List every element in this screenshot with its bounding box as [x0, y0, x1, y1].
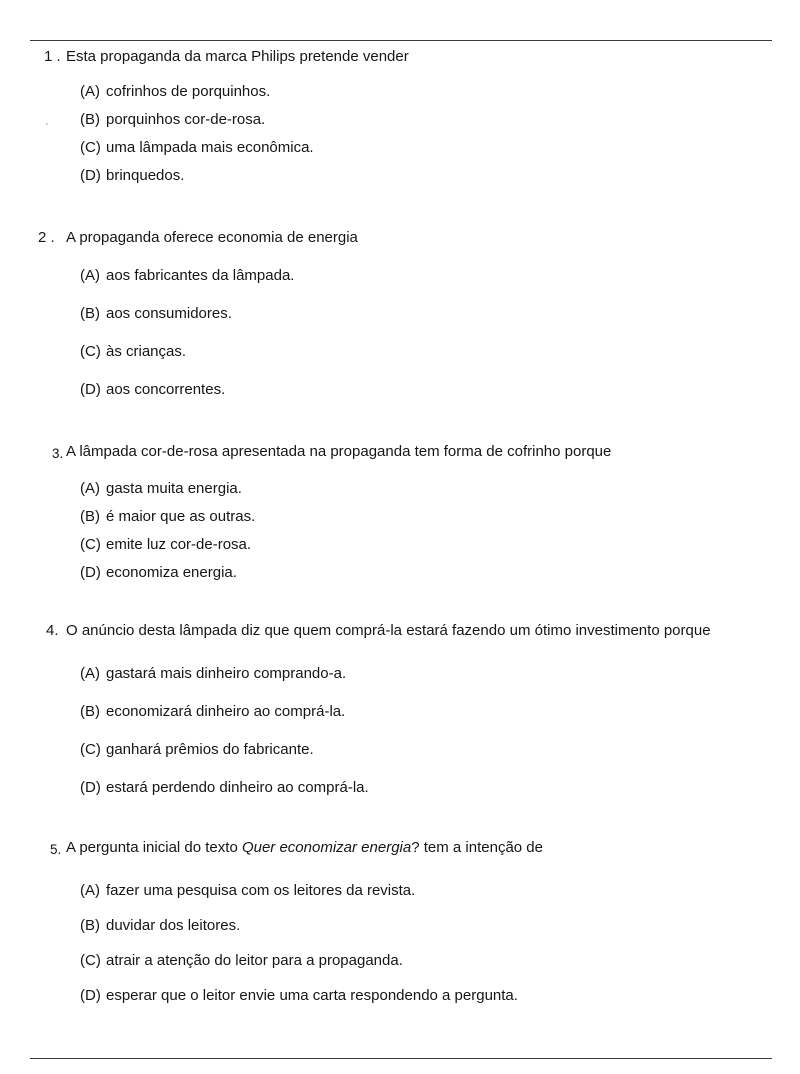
option-letter: (B)	[80, 111, 100, 128]
option-text: esperar que o leitor envie uma carta respondendo a pergunta.	[106, 987, 518, 1004]
question-text-before: A pergunta inicial do texto	[66, 839, 242, 856]
quiz-content	[38, 48, 772, 1005]
option-letter: (A)	[80, 665, 100, 682]
option-row	[80, 83, 772, 101]
option-letter: (C)	[80, 952, 101, 969]
question-1	[38, 48, 772, 185]
bottom-rule	[30, 1058, 772, 1059]
option-text: economiza energia.	[106, 564, 237, 581]
option-row	[80, 703, 772, 721]
option-text: aos concorrentes.	[106, 381, 226, 398]
question-number: 2 .	[38, 229, 55, 246]
option-letter: (C)	[80, 343, 101, 360]
option-text: duvidar dos leitores.	[106, 917, 241, 934]
option-row	[80, 139, 772, 157]
top-rule	[30, 40, 772, 41]
question-3	[38, 443, 772, 582]
option-letter: (A)	[80, 882, 100, 899]
option-text: é maior que as outras.	[106, 508, 256, 525]
question-text: O anúncio desta lâmpada diz que quem comprá-la estará fazendo um ótimo investimento porque	[66, 622, 711, 639]
question-stem	[38, 622, 772, 640]
options-list	[80, 665, 772, 797]
option-text: cofrinhos de porquinhos.	[106, 83, 271, 100]
option-row	[80, 343, 772, 361]
option-letter: (D)	[80, 167, 101, 184]
option-row	[80, 480, 772, 498]
option-text: uma lâmpada mais econômica.	[106, 139, 314, 156]
option-letter: (D)	[80, 779, 101, 796]
option-letter: (B)	[80, 508, 100, 525]
question-number: 3.	[52, 446, 64, 461]
options-list	[80, 882, 772, 1005]
option-row	[80, 111, 772, 129]
question-text-italic: Quer economizar energia	[241, 839, 412, 856]
option-letter: (A)	[80, 83, 100, 100]
question-number: 1 .	[44, 48, 61, 65]
question-text: A lâmpada cor-de-rosa apresentada na propaganda tem forma de cofrinho porque	[66, 443, 612, 460]
question-text	[66, 839, 772, 857]
option-letter: (C)	[80, 741, 101, 758]
question-text: Esta propaganda da marca Philips pretende vender	[66, 48, 409, 65]
question-stem	[38, 48, 772, 66]
question-stem	[38, 443, 772, 461]
options-list	[80, 267, 772, 399]
option-row	[80, 952, 772, 970]
option-text: gasta muita energia.	[106, 480, 242, 497]
option-letter: (D)	[80, 564, 101, 581]
option-row	[80, 741, 772, 759]
option-row	[80, 987, 772, 1005]
question-2	[38, 229, 772, 399]
option-letter: (B)	[80, 305, 100, 322]
option-letter: (D)	[80, 987, 101, 1004]
question-text: A propaganda oferece economia de energia	[66, 229, 358, 246]
question-5	[38, 839, 772, 1005]
option-row	[80, 508, 772, 526]
question-4	[38, 622, 772, 797]
stray-mark: ·	[45, 118, 49, 130]
option-text: estará perdendo dinheiro ao comprá-la.	[106, 779, 369, 796]
option-text: atrair a atenção do leitor para a propaganda.	[106, 952, 403, 969]
option-text: aos consumidores.	[106, 305, 232, 322]
option-text: aos fabricantes da lâmpada.	[106, 267, 295, 284]
option-row	[80, 564, 772, 582]
option-letter: (A)	[80, 267, 100, 284]
option-row	[80, 536, 772, 554]
option-row	[80, 305, 772, 323]
question-stem	[38, 229, 772, 247]
option-text: gastará mais dinheiro comprando-a.	[106, 665, 347, 682]
options-list	[80, 83, 772, 185]
option-row	[80, 381, 772, 399]
option-text: emite luz cor-de-rosa.	[106, 536, 252, 553]
option-letter: (B)	[80, 917, 100, 934]
option-letter: (C)	[80, 139, 101, 156]
option-letter: (C)	[80, 536, 101, 553]
option-text: fazer uma pesquisa com os leitores da revista.	[106, 882, 416, 899]
option-row	[80, 779, 772, 797]
question-number: 5.	[50, 842, 62, 857]
question-text-after: ? tem a intenção de	[411, 839, 543, 856]
option-row	[80, 167, 772, 185]
question-stem	[38, 839, 772, 857]
option-letter: (A)	[80, 480, 100, 497]
option-letter: (B)	[80, 703, 100, 720]
option-row	[80, 917, 772, 935]
options-list	[80, 480, 772, 582]
option-letter: (D)	[80, 381, 101, 398]
option-row	[80, 882, 772, 900]
option-text: ganhará prêmios do fabricante.	[106, 741, 314, 758]
option-row	[80, 665, 772, 683]
option-text: às crianças.	[106, 343, 187, 360]
question-number: 4.	[46, 622, 59, 639]
option-row	[80, 267, 772, 285]
option-text: porquinhos cor-de-rosa.	[106, 111, 266, 128]
option-text: brinquedos.	[106, 167, 185, 184]
option-text: economizará dinheiro ao comprá-la.	[106, 703, 346, 720]
